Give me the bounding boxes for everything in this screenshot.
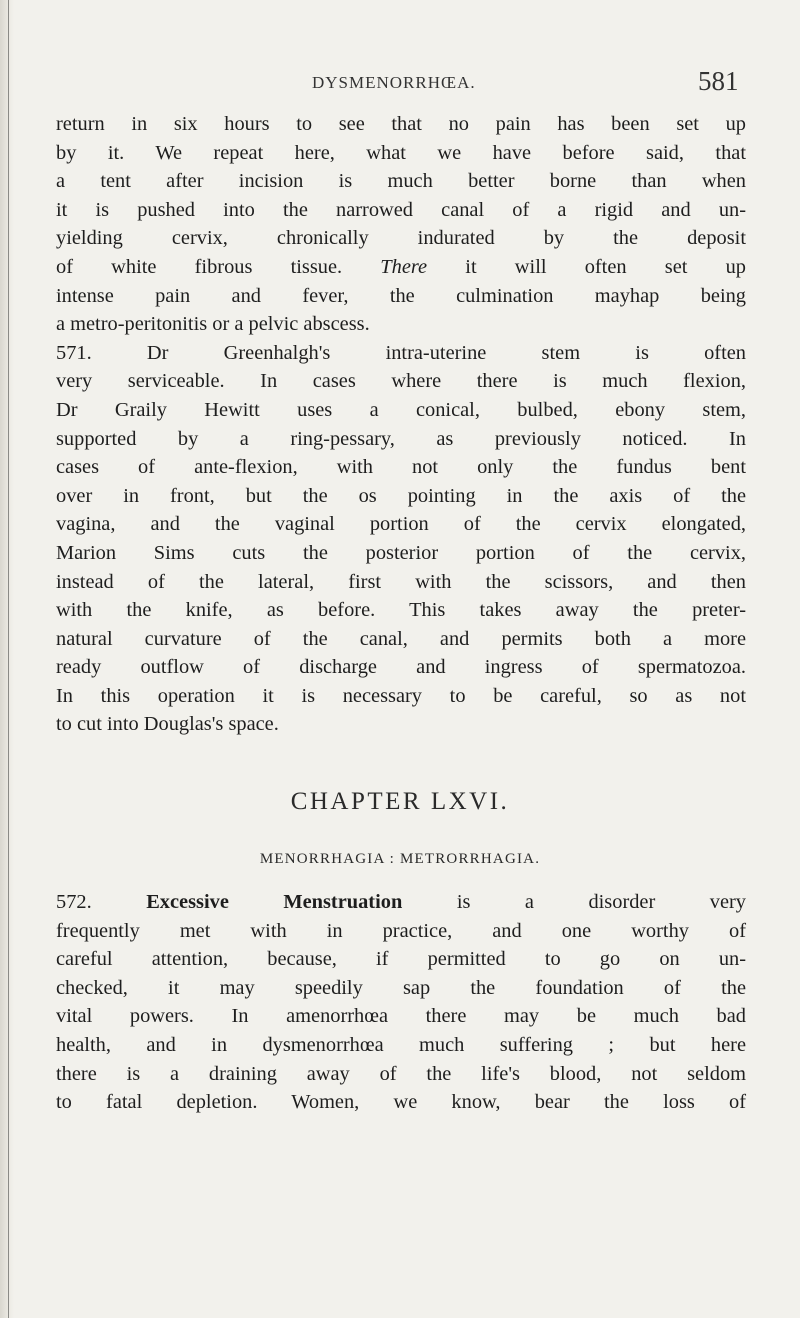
- text-line: In this operation it is necessary to be careful, so as not: [56, 684, 746, 707]
- text-line: instead of the lateral, first with the scissors, and then: [56, 570, 746, 593]
- page-gutter-shadow: [0, 0, 14, 1318]
- body-text-section-2: [56, 888, 746, 1117]
- text-span: it will often set up: [465, 255, 746, 278]
- text-span: is a disorder very: [456, 891, 746, 913]
- text-line: a tent after incision is much better borne than when: [56, 170, 746, 193]
- text-line: with the knife, as before. This takes away the preter-: [56, 599, 746, 622]
- binding-edge-line: [8, 0, 9, 1318]
- text-line: by it. We repeat here, what we have before said, that: [56, 141, 746, 164]
- text-line: over in front, but the os pointing in the axis of the: [56, 484, 746, 507]
- text-line: to fatal depletion. Women, we know, bear the loss of: [56, 1091, 746, 1114]
- text-span: of white fibrous tissue.: [56, 255, 343, 278]
- text-line: intense pain and fever, the culmination mayhap being: [56, 284, 746, 307]
- text-line: vagina, and the vaginal portion of the cervix elongated,: [56, 513, 746, 536]
- text-line: frequently met with in practice, and one worthy of: [56, 919, 746, 942]
- italic-word: There: [380, 255, 428, 278]
- page-number: 581: [698, 66, 739, 96]
- text-line: vital powers. In amenorrhœa there may be much bad: [56, 1005, 746, 1028]
- paragraph-number: 572.: [56, 891, 92, 913]
- text-line: checked, it may speedily sap the foundation of the: [56, 976, 746, 999]
- text-line: there is a draining away of the life's blood, not seldom: [56, 1062, 746, 1085]
- text-line: supported by a ring-pessary, as previously noticed. In: [56, 427, 746, 450]
- text-line: ready outflow of discharge and ingress of spermatozoa.: [56, 656, 746, 679]
- text-line: health, and in dysmenorrhœa much suffering ; but here: [56, 1033, 746, 1056]
- section-heading: Excessive Menstruation: [146, 891, 403, 913]
- text-line: Marion Sims cuts the posterior portion of the cervix,: [56, 541, 746, 564]
- text-line: 571. Dr Greenhalgh's intra-uterine stem is often: [56, 341, 746, 364]
- text-line: it is pushed into the narrowed canal of a rigid and un-: [56, 198, 746, 221]
- text-line: Dr Graily Hewitt uses a conical, bulbed, ebony stem,: [56, 398, 746, 421]
- text-line: return in six hours to see that no pain has been set up: [56, 113, 746, 135]
- text-line: yielding cervix, chronically indurated by the deposit: [56, 227, 746, 250]
- text-line: very serviceable. In cases where there is much flexion,: [56, 370, 746, 393]
- text-line: natural curvature of the canal, and permits both a more: [56, 627, 746, 650]
- body-text-section-1: [56, 110, 746, 739]
- running-head: DYSMENORRHŒA.: [312, 73, 476, 92]
- chapter-title: CHAPTER LXVI.: [290, 788, 510, 815]
- text-line: careful attention, because, if permitted to go on un-: [56, 948, 746, 971]
- text-line: to cut into Douglas's space.: [56, 713, 279, 736]
- text-line: cases of ante-flexion, with not only the fundus bent: [56, 456, 746, 479]
- text-line-mixed: [56, 253, 746, 282]
- text-line: a metro-peritonitis or a pelvic abscess.: [56, 313, 370, 336]
- text-line-mixed: [56, 888, 746, 917]
- chapter-subtitle: MENORRHAGIA : METRORRHAGIA.: [259, 851, 541, 867]
